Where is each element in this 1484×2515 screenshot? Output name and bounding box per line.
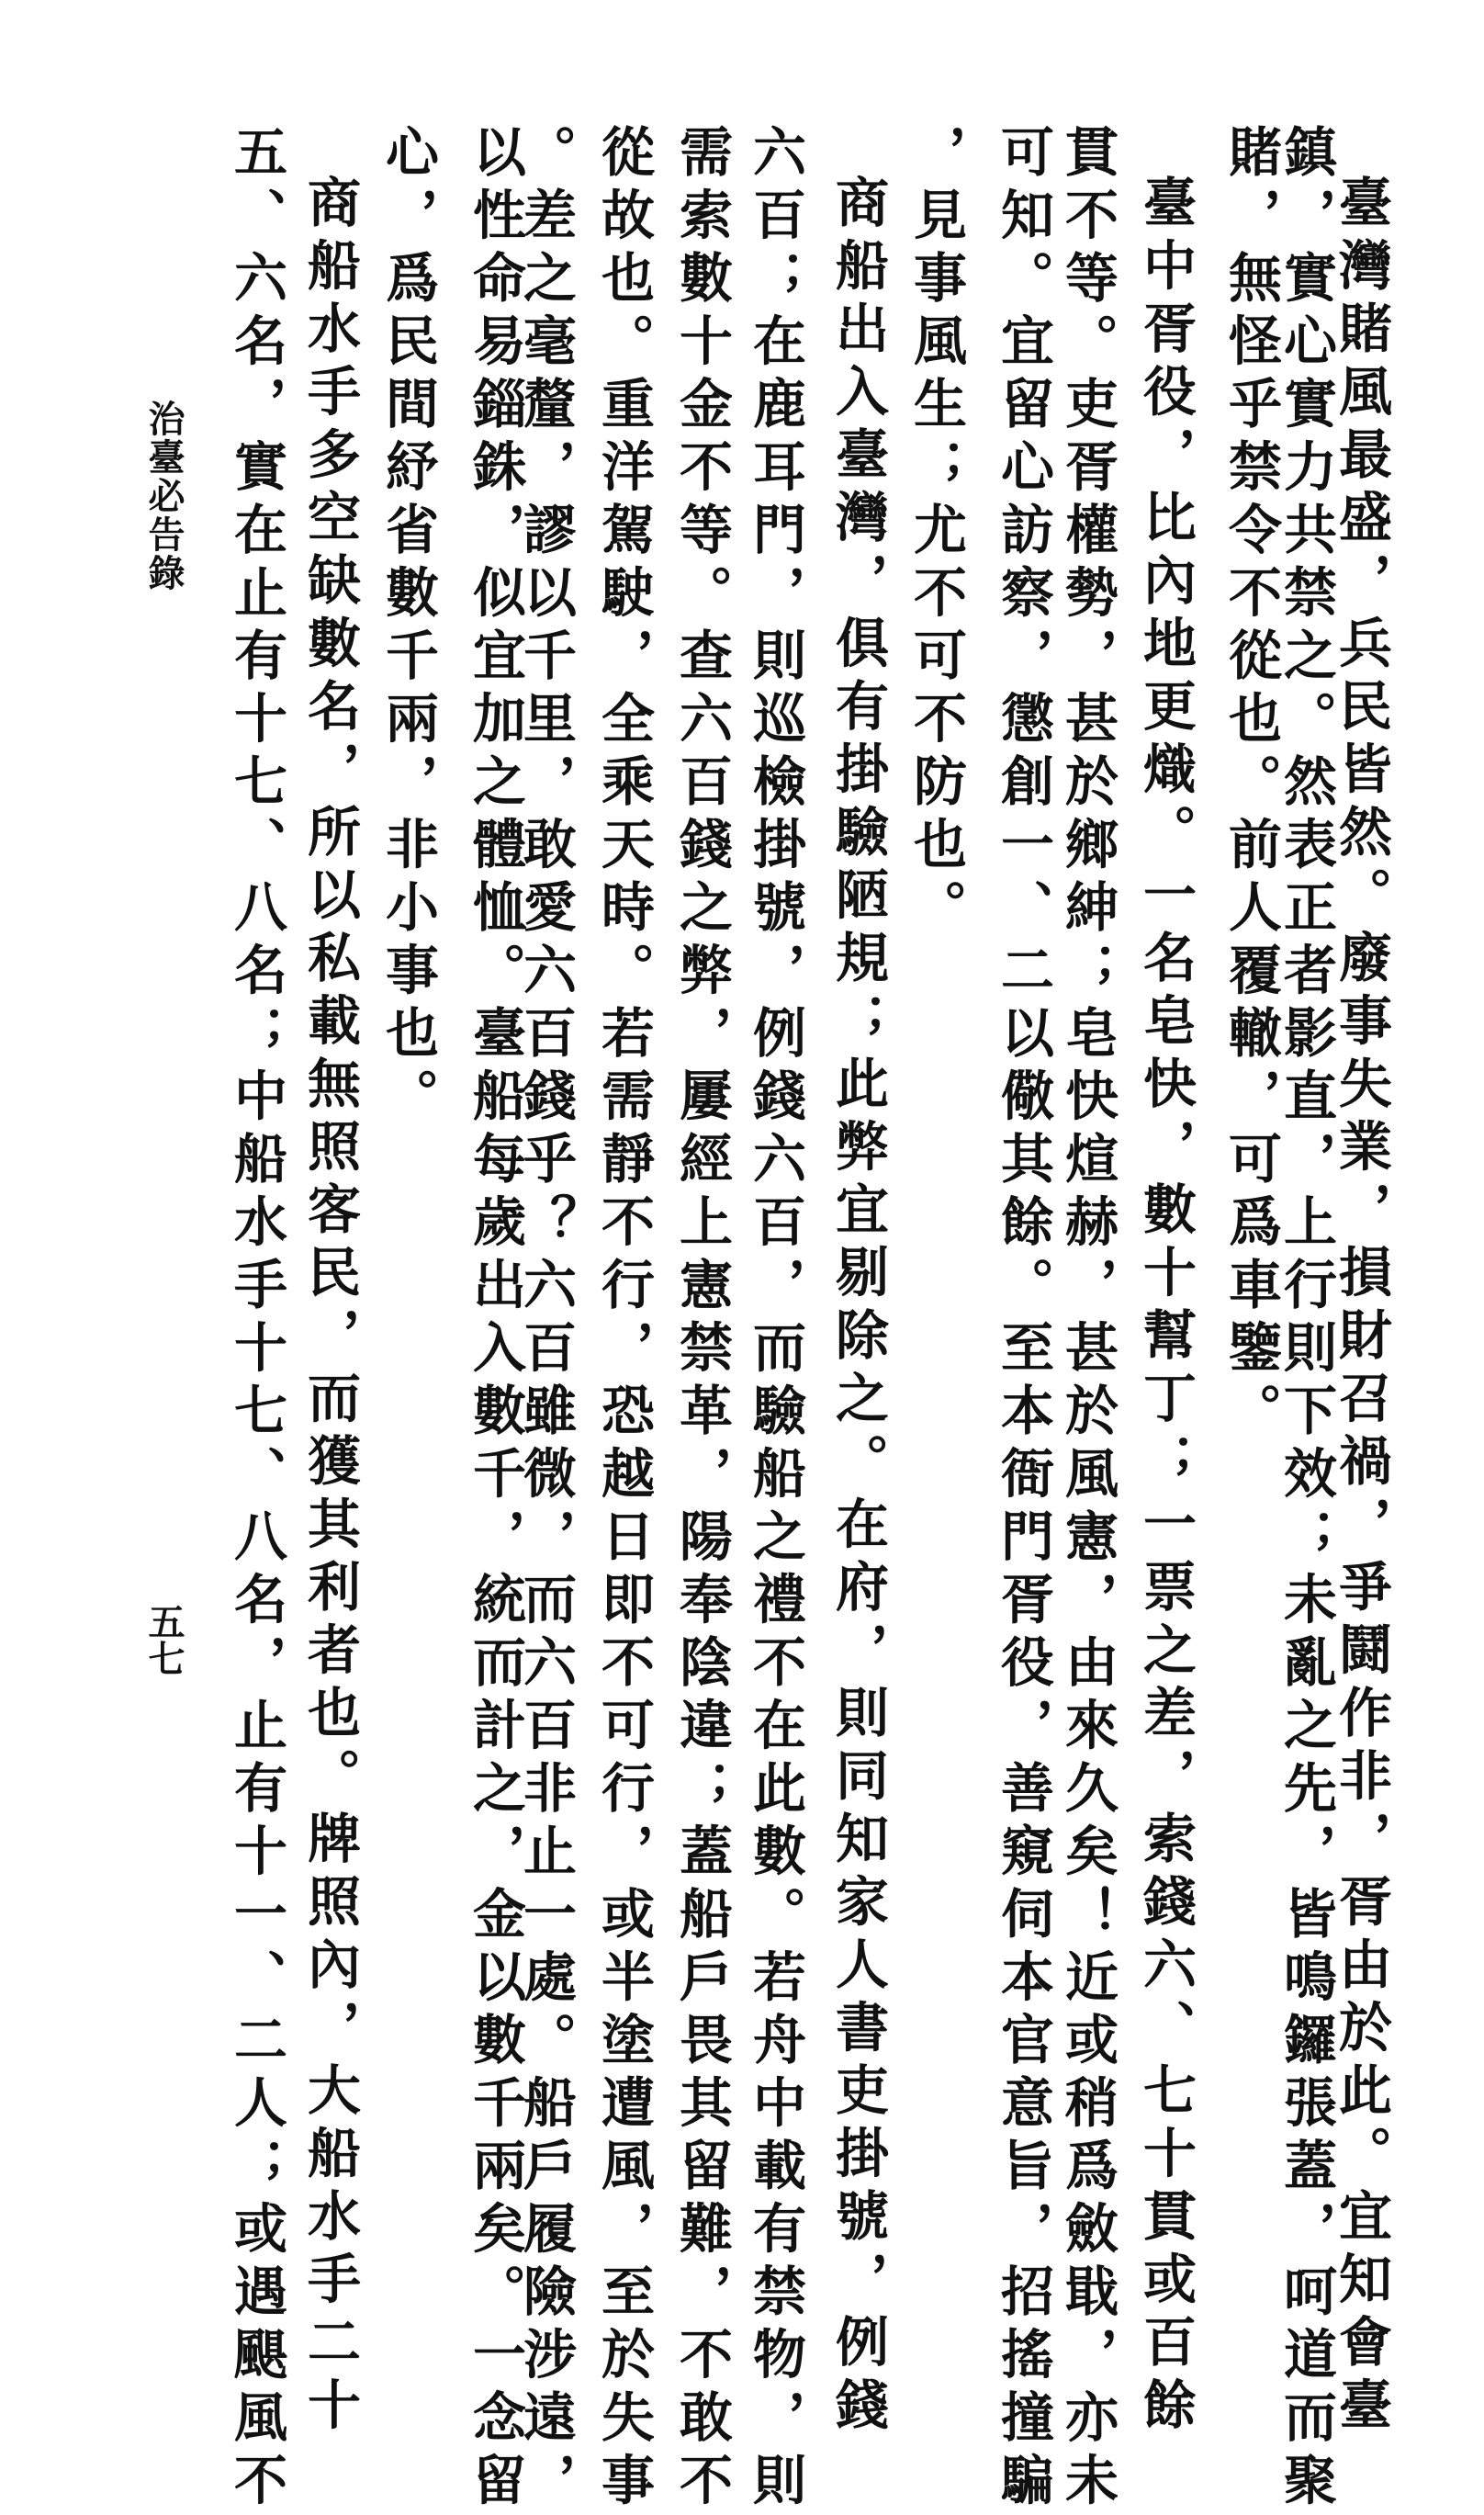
- text-column: 以性命易錙銖，似宜加之體恤。臺船每歲出入數千，統而計之，金以數千兩矣。一念留: [464, 124, 526, 2515]
- text-column: ，見事風生；尤不可不防也。: [905, 124, 967, 942]
- text-column: 臺灣賭風最盛，兵民皆然。廢事失業，損財召禍，爭鬪作非，胥由於此。宜知會臺: [1330, 175, 1392, 2440]
- text-column: 心，爲民間紓省數千兩，非小事也。: [377, 124, 439, 1131]
- page-number: 五七: [142, 1603, 186, 1676]
- text-column: 六百；在鹿耳門，則巡檢掛號，例錢六百，而驗船之禮不在此數。若舟中載有禁物，則: [744, 124, 806, 2515]
- text-column: 賭，無怪乎禁令不從也。前人覆轍，可爲車鑒。: [1220, 124, 1282, 1446]
- text-column: 從故也。重洋駕駛，全乘天時。若需靜不行，恐越日即不可行，或半塗遭風，至於失事: [592, 124, 655, 2515]
- text-column: 貫不等。吏胥權勢，甚於鄉紳；皂快煊赫，甚於風憲，由來久矣！近或稍爲斂戢，亦未: [1056, 124, 1119, 2515]
- text-column: 五、六名，實在止有十七、八名；中船水手十七、八名，止有十一、二人；或遇颶風不: [225, 124, 287, 2515]
- book-title: 治臺必告錄: [142, 400, 186, 592]
- text-column: 需索數十金不等。查六百錢之弊，屢經上憲禁革，陽奉陰違；蓋船戶畏其留難，不敢不: [670, 124, 733, 2515]
- text-column: 鎮，實心實力共禁之。然表正者影直，上行則下效；未亂之先，皆鳴鑼張蓋，呵道而聚: [1275, 124, 1337, 2515]
- text-column: 商船出入臺灣，俱有掛驗陋規；此弊宜剔除之。在府，則同知家人書吏掛號，例錢: [826, 175, 889, 2440]
- text-column: 可知。宜留心訪察，懲創一、二以儆其餘。至本衙門胥役，善窺伺本官意旨，招搖撞騙: [992, 124, 1054, 2515]
- text-column: 臺中胥役，比內地更熾。一名皂快，數十幫丁；一票之差，索錢六、七十貫或百餘: [1134, 175, 1197, 2440]
- text-column: 商船水手多空缺數名，所以私載無照客民，而獲其利者也。牌照內，大船水手二十: [298, 175, 361, 2440]
- text-column: 。差之毫釐，謬以千里，敢愛六百錢乎？六百雖微，而六百非止一處。船戶履險涉遠，: [514, 124, 577, 2515]
